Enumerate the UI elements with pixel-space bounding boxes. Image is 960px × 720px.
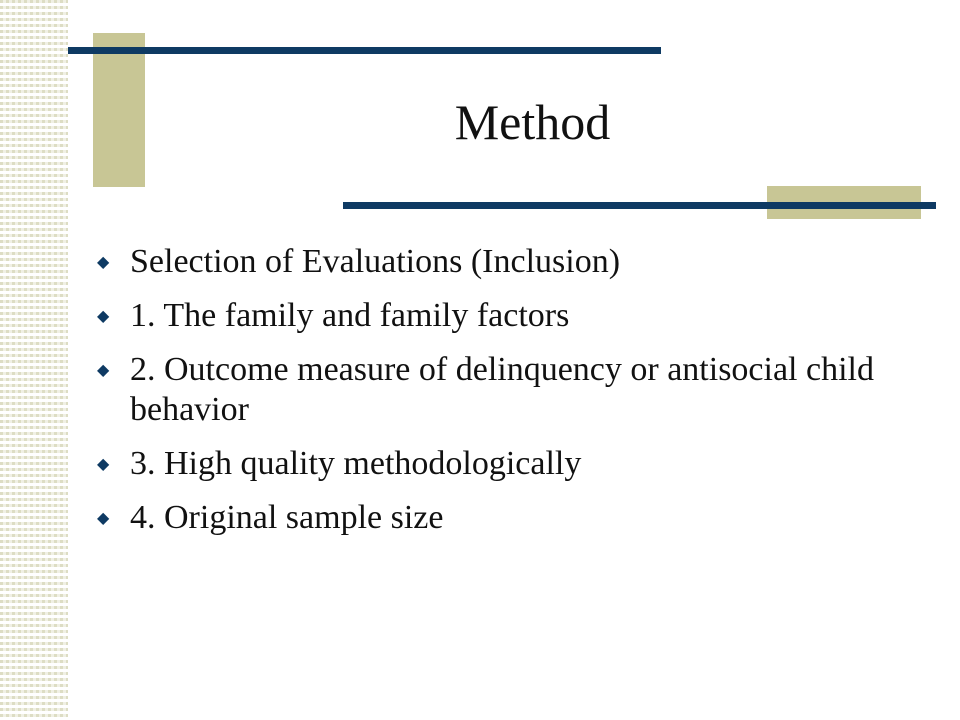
navy-rule-bottom (343, 202, 936, 209)
bullet-text: 1. The family and family factors (130, 297, 570, 334)
bullet-item (97, 350, 897, 430)
bullet-item (97, 242, 897, 282)
diamond-bullet-icon: ◆ (97, 306, 110, 325)
diamond-bullet-icon: ◆ (97, 508, 110, 527)
bullet-text: 3. High quality methodologically (130, 445, 582, 482)
navy-rule-top (68, 47, 661, 54)
bullet-item (97, 498, 897, 538)
diamond-bullet-icon: ◆ (97, 252, 110, 271)
diamond-bullet-icon: ◆ (97, 360, 110, 379)
bullet-item (97, 444, 897, 484)
bullet-list (97, 242, 897, 552)
bullet-item (97, 296, 897, 336)
slide-title: Method (454, 94, 611, 150)
bullet-text: 2. Outcome measure of delinquency or antisocial child behavior (130, 351, 874, 428)
bullet-text: Selection of Evaluations (Inclusion) (130, 243, 621, 280)
diamond-bullet-icon: ◆ (97, 454, 110, 473)
bullet-text: 4. Original sample size (130, 499, 444, 536)
left-stripe-decoration (0, 0, 68, 720)
olive-block-decoration-top (93, 33, 145, 187)
